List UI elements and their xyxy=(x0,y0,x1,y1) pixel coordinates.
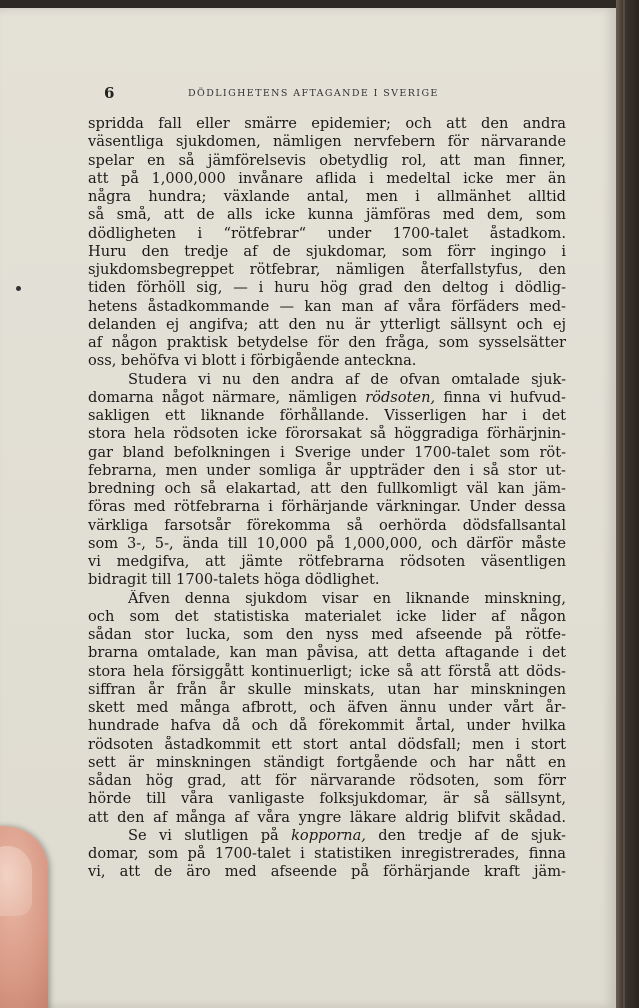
text-line: vi medgifva, att jämte rötfebrarna rödsoten väsentligen xyxy=(88,553,566,570)
text-line: några hundra; växlande antal, men i allmänhet alltid xyxy=(88,188,566,205)
text-line: gar bland befolkningen i Sverige under 1700-talet som röt- xyxy=(88,443,566,461)
text-line: febrarna, men under somliga år uppträder den i så stor ut- xyxy=(88,461,566,479)
text-line: sakligen ett liknande förhållande. Visserligen har i det xyxy=(88,407,566,424)
page-number: 6 xyxy=(104,84,115,102)
text-line: vi, att de äro med afseende på förhärjande kraft jäm- xyxy=(88,863,566,881)
text-line: delanden ej angifva; att den nu är ytterligt sällsynt och ej xyxy=(88,315,566,333)
text-line: skett med många afbrott, och äfven ännu under vårt år- xyxy=(88,699,566,716)
text-line: bidragit till 1700-talets höga dödlighet. xyxy=(88,571,380,589)
text-line: sådan hög grad, att för närvarande rödsoten, som förr xyxy=(88,772,566,789)
text-line: domar, som på 1700-talet i statistiken inregistrerades, finna xyxy=(88,845,566,862)
text-line: värkliga farsotsår förekomma så oerhörda dödsfallsantal xyxy=(88,516,566,534)
text-line: sjukdomsbegreppet rötfebrar, nämligen återfallstyfus, den xyxy=(88,261,566,278)
text-line: dödligheten i “rötfebrar“ under 1700-talet åstadkom. xyxy=(88,224,566,242)
text-line: sådan stor lucka, som den nyss med afseende på rötfe- xyxy=(88,626,566,643)
text-line: af någon praktisk betydelse för den fråga, som sysselsätter xyxy=(88,334,566,351)
emphasis: rödsoten, xyxy=(365,388,436,406)
text-line: hetens åstadkommande — kan man af våra förfäders med- xyxy=(88,297,566,315)
text-line: oss, behöfva vi blott i förbigående anteckna. xyxy=(88,352,417,370)
text-line: Se vi slutligen på kopporna, den tredje af de sjuk- xyxy=(128,826,566,844)
text-line: siffran år från år skulle minskats, utan har minskningen xyxy=(88,680,566,698)
text-line: hundrade hafva då och då förekommit årtal, under hvilka xyxy=(88,717,566,735)
text-line: spelar en så jämförelsevis obetydlig rol, att man finner, xyxy=(88,151,566,169)
text-line: Studera vi nu den andra af de ofvan omtalade sjuk- xyxy=(128,370,566,388)
margin-mark xyxy=(16,286,21,291)
book-page xyxy=(0,8,616,1008)
text-line: stora hela rödsoten icke förorsakat så höggradiga förhärjnin- xyxy=(88,425,566,443)
text-line: och som det statistiska materialet icke lider af någon xyxy=(88,607,566,625)
book-spine xyxy=(616,0,639,1008)
text-line: så små, att de alls icke kunna jämföras med dem, som xyxy=(88,206,566,224)
text-line: att på 1,000,000 invånare aflida i medeltal icke mer än xyxy=(88,169,566,187)
text-line: föras med rötfebrarna i förhärjande värkningar. Under dessa xyxy=(88,498,566,516)
text-line: att den af många af våra yngre läkare aldrig blifvit skådad. xyxy=(88,808,566,826)
emphasis: kopporna, xyxy=(291,826,366,844)
text-line: väsentliga sjukdomen, nämligen nervfebern för närvarande xyxy=(88,133,566,151)
text-line: Äfven denna sjukdom visar en liknande minskning, xyxy=(128,589,566,607)
text-line: spridda fall eller smärre epidemier; och att den andra xyxy=(88,115,566,132)
body-text xyxy=(88,115,566,882)
running-head: DÖDLIGHETENS AFTAGANDE I SVERIGE xyxy=(188,88,439,99)
text-line: som 3-, 5-, ända till 10,000 på 1,000,000, och därför måste xyxy=(88,534,566,552)
text-line: rödsoten åstadkommit ett stort antal dödsfall; men i stort xyxy=(88,735,566,753)
text-line: brarna omtalade, kan man påvisa, att detta aftagande i det xyxy=(88,644,566,662)
text-line: tiden förhöll sig, — i huru hög grad den deltog i dödlig- xyxy=(88,279,566,297)
text-line: hörde till våra vanligaste folksjukdomar, är så sällsynt, xyxy=(88,790,566,808)
text-line: bredning och så elakartad, att den fullkomligt väl kan jäm- xyxy=(88,480,566,497)
text-line: Huru den tredje af de sjukdomar, som förr ingingo i xyxy=(88,242,566,260)
spine-highlight xyxy=(623,0,625,1008)
text-line: sett är minskningen ständigt fortgående och har nått en xyxy=(88,753,566,771)
text-line: stora hela försiggått kontinuerligt; icke så att förstå att döds- xyxy=(88,662,566,680)
text-line: domarna något närmare, nämligen rödsoten, finna vi hufvud- xyxy=(88,388,566,406)
thumb-nail xyxy=(0,846,32,916)
